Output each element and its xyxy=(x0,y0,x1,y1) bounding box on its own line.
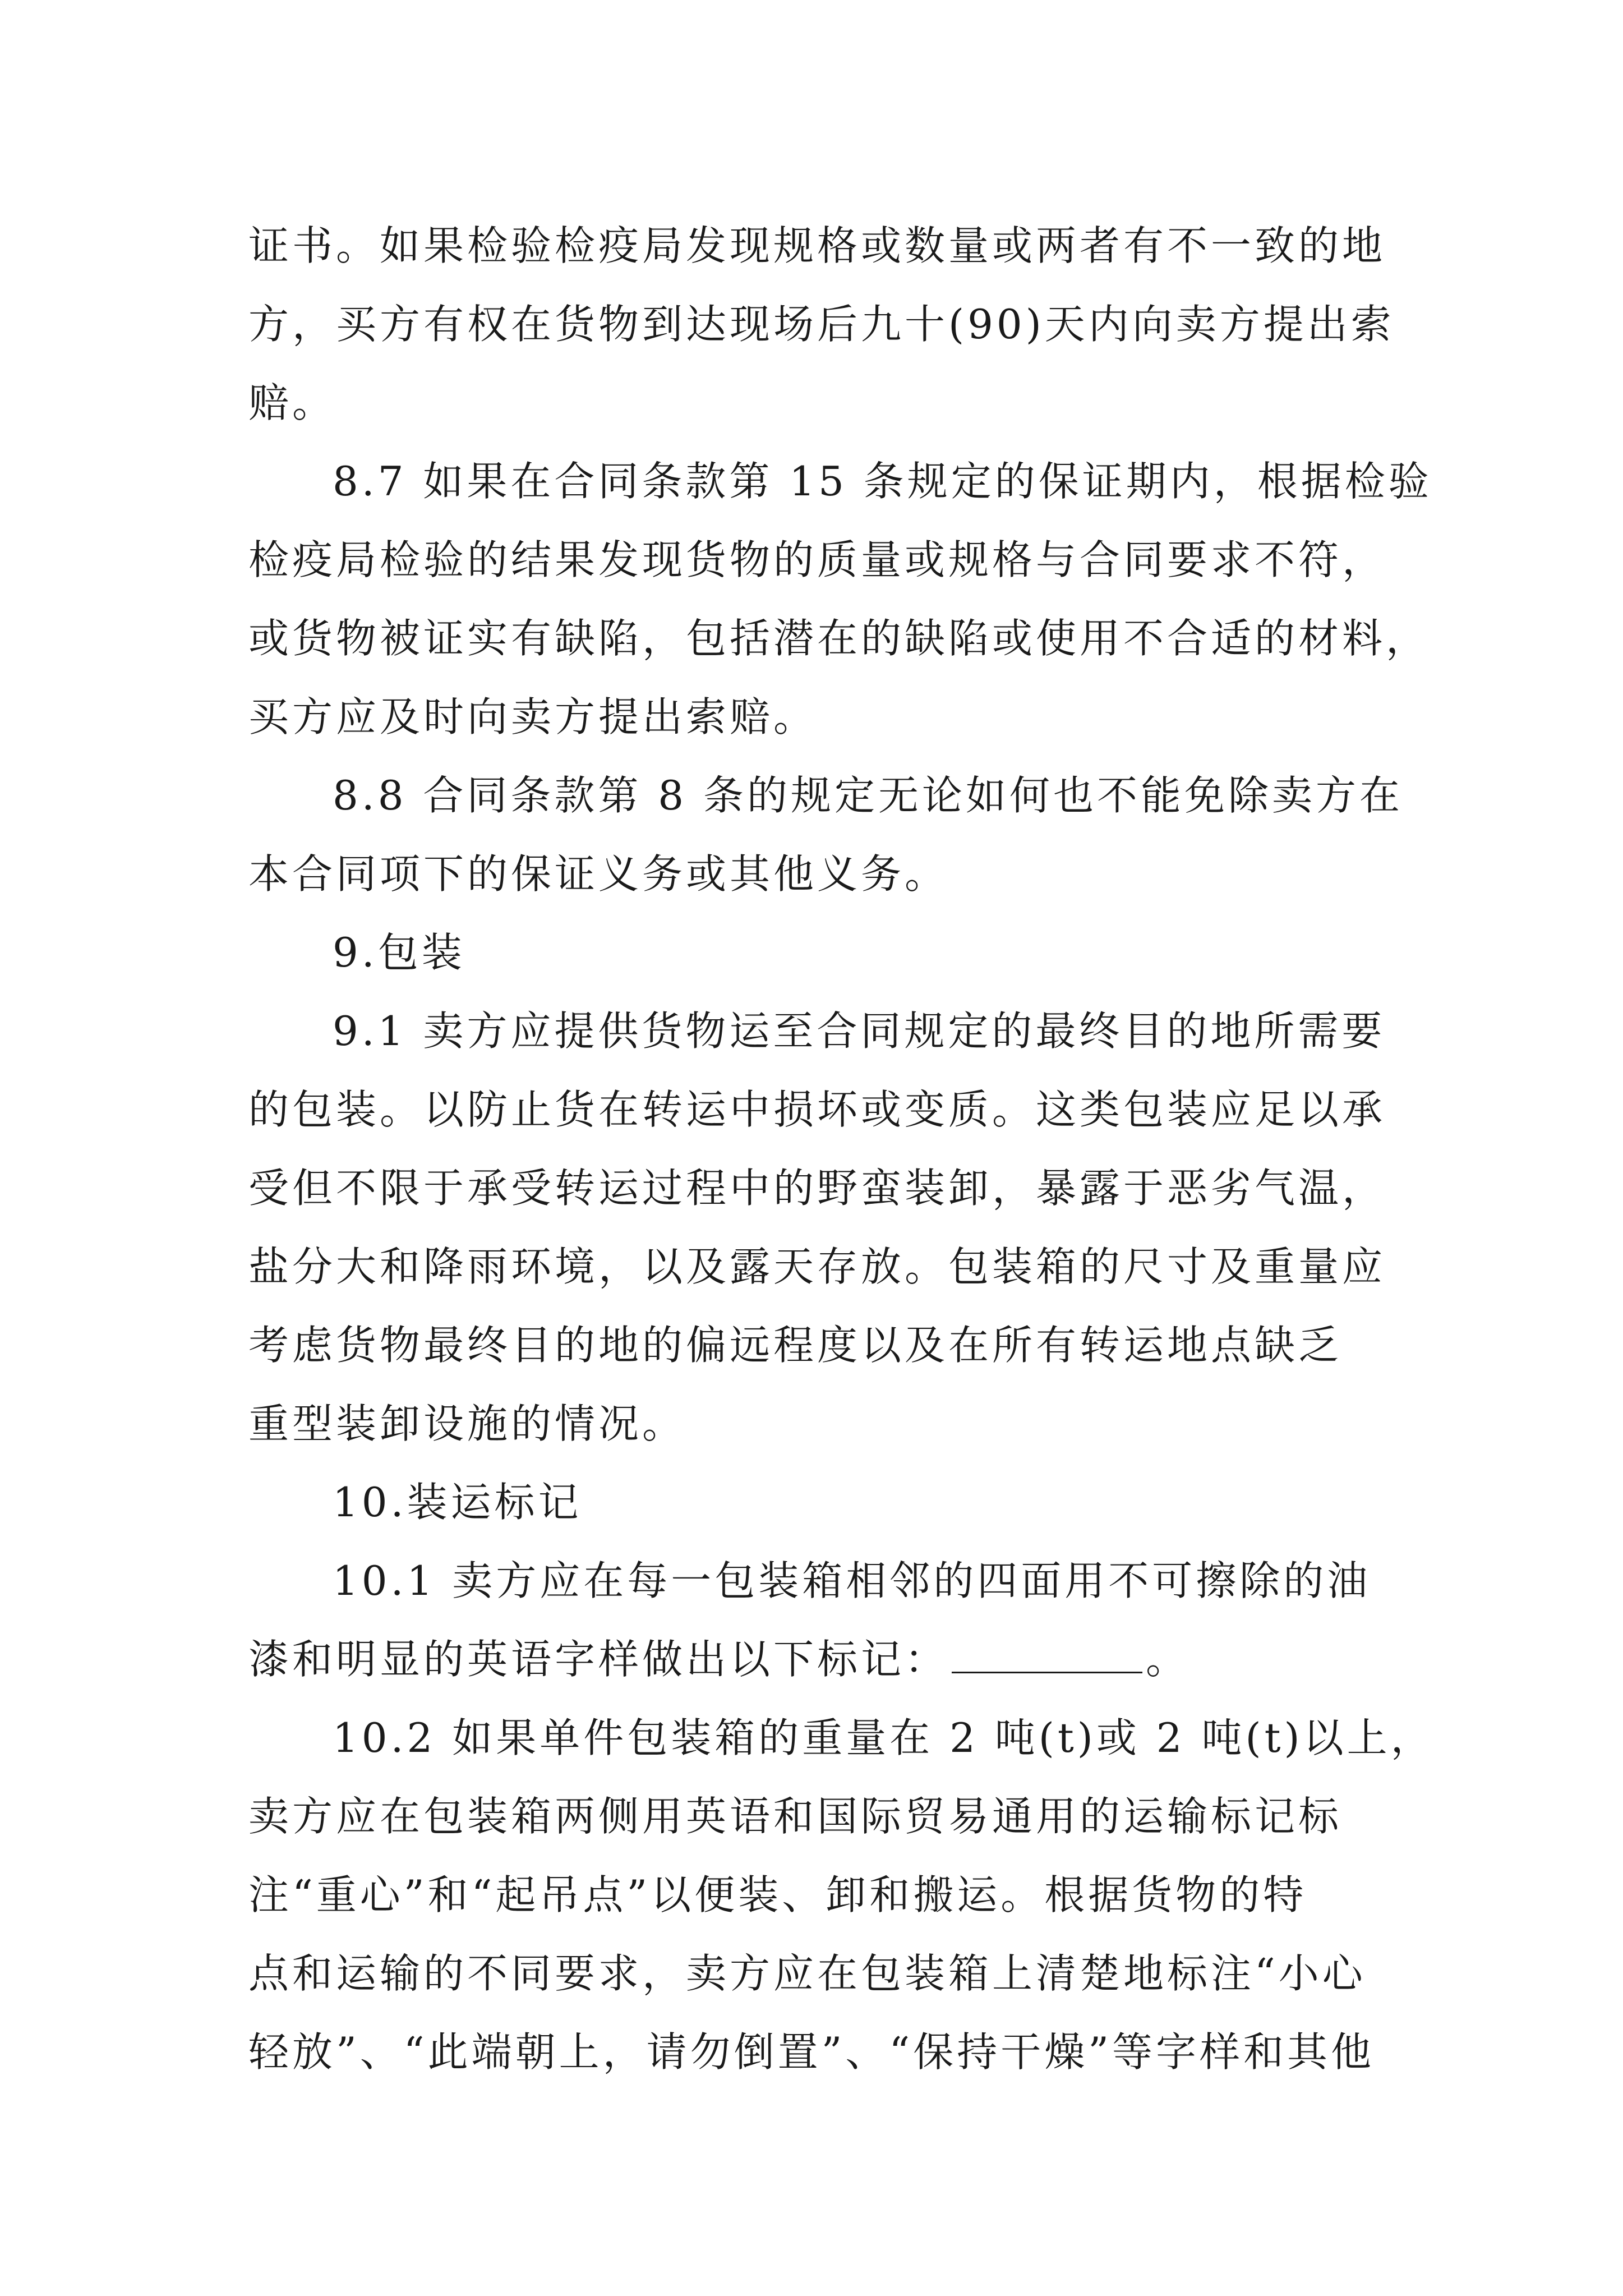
clause-10-2-line: 10.2 如果单件包装箱的重量在 2 吨(t)或 2 吨(t)以上， xyxy=(333,1714,1435,1761)
clause-8-7-line: 8.7 如果在合同条款第 15 条规定的保证期内，根据检验 xyxy=(333,458,1432,505)
text-line: 盐分大和降雨环境，以及露天存放。包装箱的尺寸及重量应 xyxy=(248,1243,1386,1290)
text-line: 重型装卸设施的情况。 xyxy=(248,1400,686,1447)
text-line xyxy=(248,1620,1393,1699)
text-line: 的包装。以防止货在转运中损坏或变质。这类包装应足以承 xyxy=(248,1086,1386,1133)
clause-9-1-line: 9.1 卖方应提供货物运至合同规定的最终目的地所需要 xyxy=(333,1007,1386,1055)
text-line: 点和运输的不同要求，卖方应在包装箱上清楚地标注“小心 xyxy=(248,1950,1366,1997)
text-line: 或货物被证实有缺陷，包括潜在的缺陷或使用不合适的材料， xyxy=(248,615,1430,662)
text-line: 买方应及时向卖方提出索赔。 xyxy=(248,693,818,740)
text-line: 轻放”、“此端朝上，请勿倒置”、“保持干燥”等字样和其他 xyxy=(248,2028,1375,2076)
section-heading-packaging: 9.包装 xyxy=(333,929,465,976)
text-line: 注“重心”和“起吊点”以便装、卸和搬运。根据货物的特 xyxy=(248,1871,1307,1918)
text-line: 方，买方有权在货物到达现场后九十(90)天内向卖方提出索 xyxy=(248,301,1395,348)
text-segment: 漆和明显的英语字样做出以下标记： xyxy=(248,1636,949,1683)
clause-10-1-line: 10.1 卖方应在每一包装箱相邻的四面用不可擦除的油 xyxy=(333,1557,1371,1604)
text-line: 检疫局检验的结果发现货物的质量或规格与合同要求不符， xyxy=(248,536,1386,583)
text-line: 赔。 xyxy=(248,379,336,426)
text-line: 本合同项下的保证义务或其他义务。 xyxy=(248,850,949,898)
text-line: 卖方应在包装箱两侧用英语和国际贸易通用的运输标记标 xyxy=(248,1793,1343,1840)
clause-8-8-line: 8.8 合同条款第 8 条的规定无论如何也不能免除卖方在 xyxy=(333,772,1403,819)
section-heading-shipping-marks: 10.装运标记 xyxy=(333,1479,582,1526)
text-segment: 。 xyxy=(1146,1636,1190,1683)
document-page xyxy=(248,206,1435,2091)
text-line: 考虑货物最终目的地的偏远程度以及在所有转运地点缺乏 xyxy=(248,1322,1343,1369)
text-line: 证书。如果检验检疫局发现规格或数量或两者有不一致的地 xyxy=(248,222,1386,269)
text-line: 受但不限于承受转运过程中的野蛮装卸，暴露于恶劣气温， xyxy=(248,1165,1386,1212)
fill-in-blank xyxy=(952,1638,1142,1673)
